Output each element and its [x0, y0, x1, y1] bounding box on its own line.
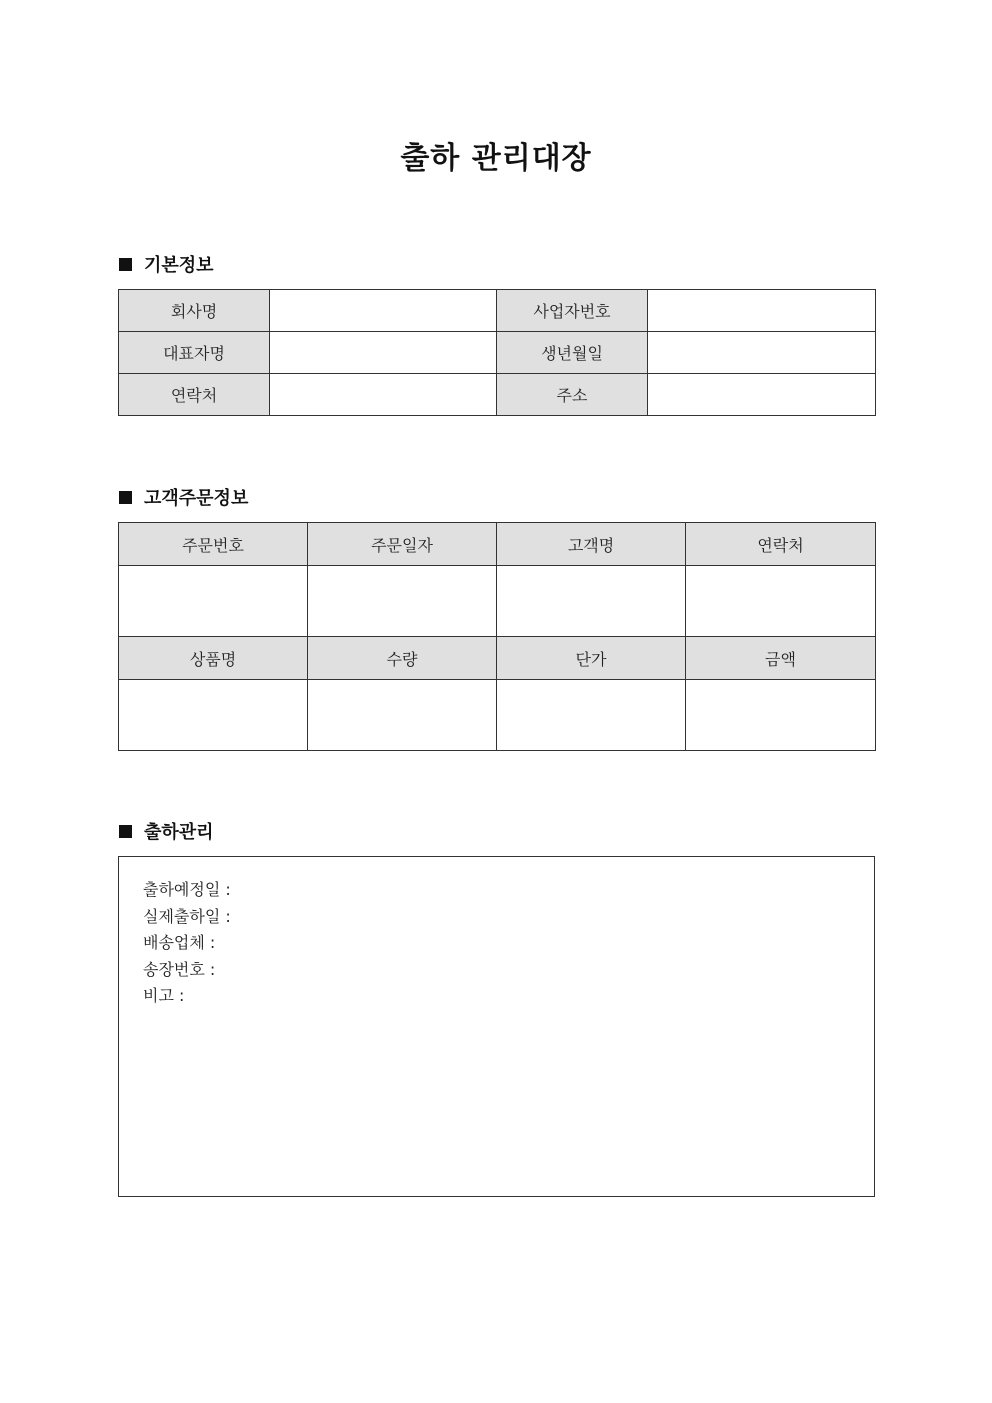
tracking-number-line: 송장번호 : — [143, 959, 216, 979]
shipping-management-box[interactable] — [118, 856, 875, 1197]
quantity-header: 수량 — [308, 637, 497, 680]
representative-field[interactable] — [270, 332, 497, 374]
square-bullet-icon — [119, 491, 132, 504]
order-number-header: 주문번호 — [119, 523, 308, 566]
section-heading-basic-label: 기본정보 — [144, 255, 214, 276]
table-row — [119, 332, 876, 374]
section-heading-order — [119, 484, 248, 510]
contact-label: 연락처 — [119, 374, 270, 416]
table-row — [119, 374, 876, 416]
section-heading-shipping — [119, 818, 214, 844]
order-number-field[interactable] — [119, 566, 308, 637]
table-row — [119, 680, 876, 751]
table-row — [119, 290, 876, 332]
address-field[interactable] — [648, 374, 876, 416]
quantity-field[interactable] — [308, 680, 497, 751]
product-name-field[interactable] — [119, 680, 308, 751]
unit-price-field[interactable] — [497, 680, 686, 751]
customer-contact-field[interactable] — [686, 566, 876, 637]
customer-contact-header: 연락처 — [686, 523, 876, 566]
product-name-header: 상품명 — [119, 637, 308, 680]
representative-label: 대표자명 — [119, 332, 270, 374]
company-label: 회사명 — [119, 290, 270, 332]
shipping-field-list — [119, 857, 874, 1010]
square-bullet-icon — [119, 825, 132, 838]
contact-field[interactable] — [270, 374, 497, 416]
actual-ship-date-line: 실제출하일 : — [143, 906, 231, 926]
address-label: 주소 — [497, 374, 648, 416]
company-field[interactable] — [270, 290, 497, 332]
order-info-table — [118, 522, 876, 751]
customer-name-header: 고객명 — [497, 523, 686, 566]
order-date-header: 주문일자 — [308, 523, 497, 566]
birth-date-label: 생년월일 — [497, 332, 648, 374]
scheduled-ship-date-line: 출하예정일 : — [143, 880, 231, 899]
remarks-line: 비고 : — [143, 986, 185, 1005]
amount-header: 금액 — [686, 637, 876, 680]
section-heading-basic — [119, 251, 214, 277]
basic-info-table — [118, 289, 876, 416]
carrier-line: 배송업체 : — [143, 933, 216, 952]
table-header-row — [119, 523, 876, 566]
section-heading-order-label: 고객주문정보 — [144, 488, 249, 509]
amount-field[interactable] — [686, 680, 876, 751]
unit-price-header: 단가 — [497, 637, 686, 680]
business-number-label: 사업자번호 — [497, 290, 648, 332]
order-date-field[interactable] — [308, 566, 497, 637]
page-title: 출하 관리대장 — [400, 141, 592, 176]
customer-name-field[interactable] — [497, 566, 686, 637]
square-bullet-icon — [119, 258, 132, 271]
business-number-field[interactable] — [648, 290, 876, 332]
section-heading-shipping-label: 출하관리 — [144, 822, 214, 843]
table-row — [119, 566, 876, 637]
birth-date-field[interactable] — [648, 332, 876, 374]
table-header-row — [119, 637, 876, 680]
